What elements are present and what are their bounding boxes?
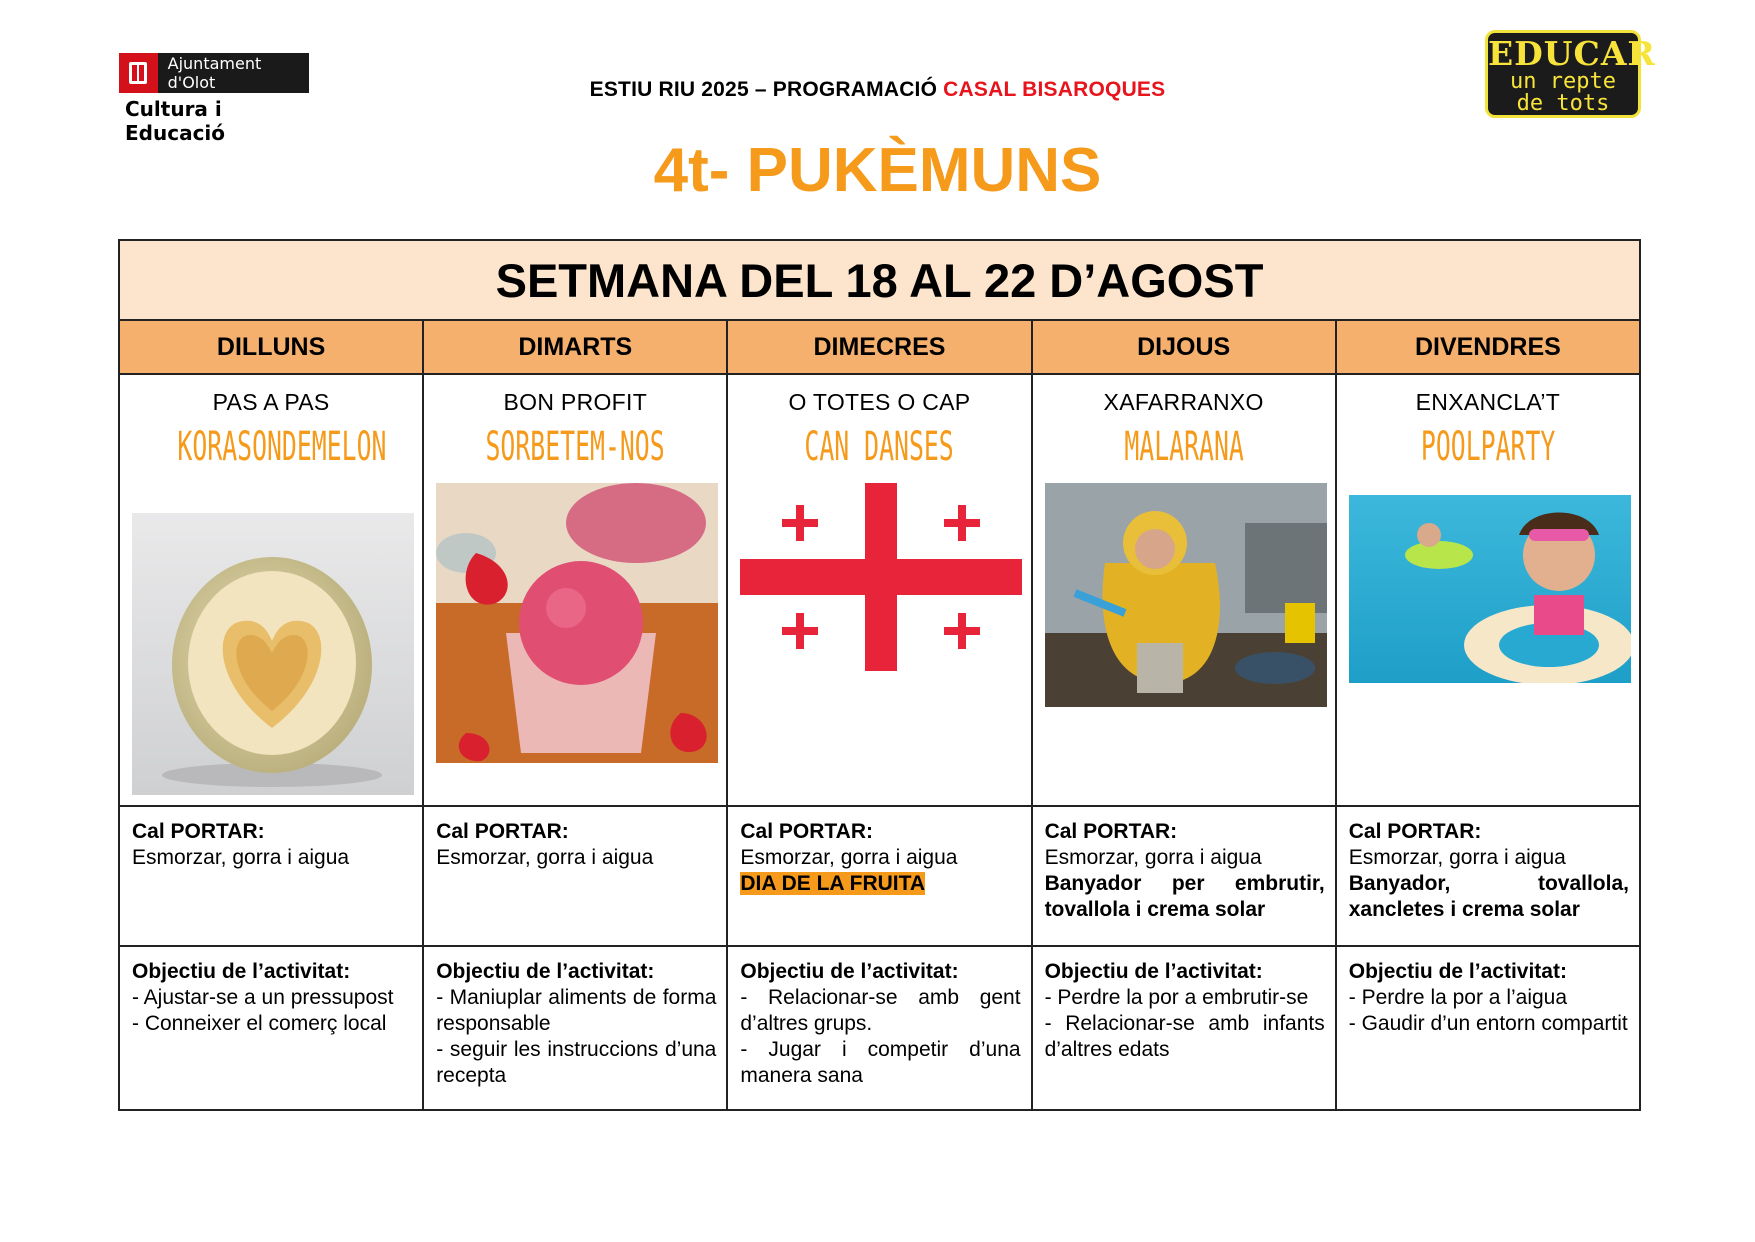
activity-cell-friday (1336, 374, 1640, 806)
activity-name: POOLPARTY (1420, 424, 1556, 470)
objective-item: - Perdre la por a embrutir-se (1044, 986, 1309, 1009)
objective-item: - seguir les instruccions d’una recepta (436, 1038, 717, 1087)
educar-logo-line2: un repte (1510, 69, 1616, 94)
objective-cell-wednesday (727, 946, 1031, 1110)
bring-label: Cal PORTAR: (132, 820, 265, 843)
bring-text: Esmorzar, gorra i aigua (1044, 846, 1262, 869)
schedule-table (118, 239, 1641, 1111)
subtitle-prefix: ESTIU RIU 2025 – PROGRAMACIÓ (589, 78, 944, 101)
activity-cell-wednesday (727, 374, 1031, 806)
objective-label: Objectiu de l’activitat: (132, 960, 351, 983)
activity-category: XAFARRANXO (1103, 389, 1264, 415)
day-header-friday: DIVENDRES (1336, 320, 1640, 374)
activity-name: SORBETEM-NOS (485, 424, 665, 470)
org-name: Ajuntament d'Olot (167, 54, 262, 92)
heart-melon-image (132, 513, 414, 795)
activity-cell-monday (119, 374, 423, 806)
bring-label: Cal PORTAR: (1044, 820, 1178, 843)
objective-label: Objectiu de l’activitat: (436, 960, 655, 983)
bring-cell-thursday (1032, 806, 1336, 946)
week-title: SETMANA DEL 18 AL 22 D’AGOST (119, 240, 1640, 320)
child-playing-mud-image (1045, 483, 1327, 707)
objective-cell-thursday (1032, 946, 1336, 1110)
objective-cell-friday (1336, 946, 1640, 1110)
bring-extra: Banyador, tovallola, xancletes i crema solar (1348, 872, 1629, 921)
bring-cell-wednesday (727, 806, 1031, 946)
activity-cell-thursday (1032, 374, 1336, 806)
day-header-tuesday: DIMARTS (423, 320, 727, 374)
objective-label: Objectiu de l’activitat: (740, 960, 959, 983)
casal-name: CASAL BISAROQUES (943, 78, 1166, 101)
fruit-day-highlight: DIA DE LA FRUITA (740, 872, 926, 895)
objective-item: - Ajustar-se a un pressupost (132, 986, 394, 1009)
objective-cell-tuesday (423, 946, 727, 1110)
educar-logo (1485, 30, 1656, 118)
department-name: Cultura i Educació (125, 97, 226, 145)
activity-name: KORASONDEMELON (177, 424, 387, 470)
bring-cell-friday (1336, 806, 1640, 946)
objective-item: - Gaudir d’un entorn compartit (1348, 1012, 1628, 1035)
objective-item: - Relacionar-se amb infants d’altres edats (1044, 1012, 1325, 1061)
activity-name: CAN DANSES (804, 424, 955, 470)
bring-extra: Banyador per embrutir, tovallola i crema solar (1044, 872, 1325, 921)
activity-category: ENXANCLA’T (1415, 389, 1561, 415)
group-title: 4t- PUKÈMUNS (653, 136, 1102, 205)
objective-cell-monday (119, 946, 423, 1110)
bring-text: Esmorzar, gorra i aigua (132, 846, 350, 869)
objective-item: - Maniuplar aliments de forma responsable (436, 986, 717, 1035)
objective-label: Objectiu de l’activitat: (1348, 960, 1567, 983)
bring-text: Esmorzar, gorra i aigua (436, 846, 654, 869)
day-header-wednesday: DIMECRES (727, 320, 1031, 374)
educar-logo-line1: EDUCAR (1488, 34, 1656, 73)
educar-logo-line3: de tots (1516, 91, 1610, 116)
bring-cell-tuesday (423, 806, 727, 946)
activity-name: MALARANA (1123, 424, 1244, 470)
girl-in-pool-image (1349, 495, 1631, 683)
bring-label: Cal PORTAR: (436, 820, 569, 843)
objective-label: Objectiu de l’activitat: (1044, 960, 1263, 983)
bring-text: Esmorzar, gorra i aigua (1348, 846, 1566, 869)
objective-item: - Jugar i competir d’una manera sana (740, 1038, 1021, 1087)
day-header-thursday: DIJOUS (1032, 320, 1336, 374)
activity-cell-tuesday (423, 374, 727, 806)
bring-text: Esmorzar, gorra i aigua (740, 846, 958, 869)
objective-item: - Perdre la por a l’aigua (1348, 986, 1568, 1009)
objective-item: - Relacionar-se amb gent d’altres grups. (740, 986, 1021, 1035)
bring-label: Cal PORTAR: (1348, 820, 1482, 843)
objective-item: - Conneixer el comerç local (132, 1012, 387, 1035)
bring-cell-monday (119, 806, 423, 946)
activity-category: O TOTES O CAP (788, 389, 971, 415)
strawberry-sorbet-image (436, 483, 718, 763)
bring-label: Cal PORTAR: (740, 820, 873, 843)
georgia-flag-image (740, 483, 1022, 671)
day-header-monday: DILLUNS (119, 320, 423, 374)
activity-category: PAS A PAS (212, 389, 330, 415)
activity-category: BON PROFIT (503, 389, 648, 415)
